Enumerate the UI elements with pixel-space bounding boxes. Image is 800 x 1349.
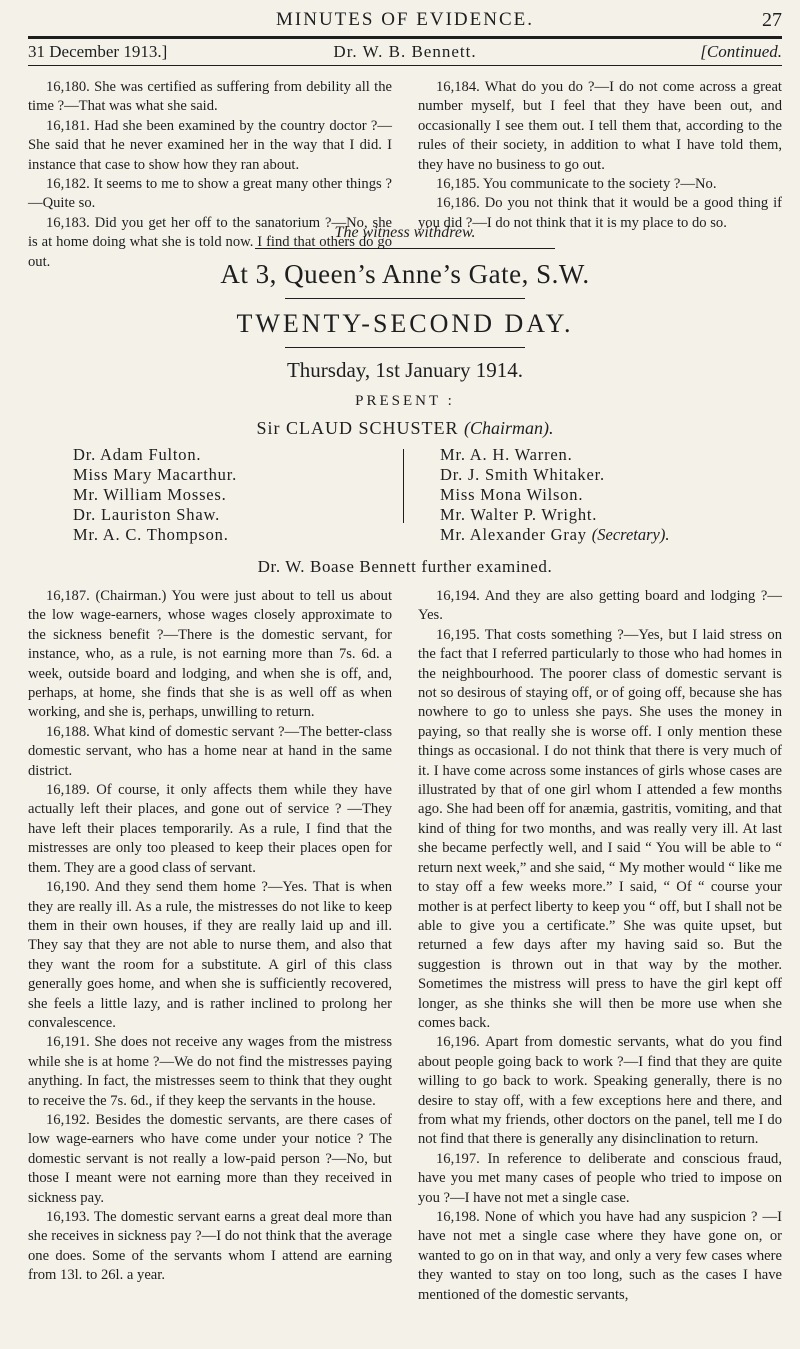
chairman-name: Sir CLAUD SCHUSTER — [256, 418, 459, 438]
member-name: Mr. A. C. Thompson. — [73, 525, 229, 544]
question-paragraph: 16,196. Apart from domestic servants, what do you find about people going back to work ?—I find that they are quite willing to go back to work. Speaking generally, there is no desire to stay off, with a few exceptions here and there, and from what my friends, other doctors on the panel, tell me I do not find that there is generally any disinclination to return. — [418, 1034, 782, 1148]
section-divider — [285, 347, 525, 348]
question-paragraph: 16,195. That costs something ?—Yes, but I laid stress on the fact that I referred particularly to those who had homes in the neighbourhood. The poorer class of domestic servant is not so desirous of staying off, or of going off, because she has nowhere to go to unless she pays. She uses the money in paying, so that really she is worse off. I only mention these things as occasional. I do not think that there is very much of it. I have come across some instances of girls whose cases are illustrated by that of one girl whom I attended a few months ago. She had been off for anæmia, gastritis, vomiting, and that kind of thing for two months, and was really very ill. At last she became perfectly well, and I said “ You will be able to “ return next week,” and she said, “ My mother would “ like me to stay off a few weeks more.” I said, “ Of “ course your mother is at perfect liberty to keep you “ off, but I shall not be able to give you a certificate.” She was quite upset, but returned a few days after my having said so. But the suggestion is thrown out in that way by the mother. Sometimes the mistress will press to have the girl kept off longer, as she thinks she will then be more use when she comes back. — [418, 626, 782, 1031]
header-witness: Dr. W. B. Bennett. — [333, 42, 477, 61]
top-left-column — [28, 78, 392, 270]
top-right-column — [418, 78, 782, 231]
present-label: PRESENT : — [355, 393, 455, 409]
secretary-role: (Secretary). — [591, 525, 670, 544]
running-header — [28, 6, 782, 34]
header-date: 31 December 1913.] — [28, 42, 168, 61]
members-left-column — [73, 445, 373, 545]
question-paragraph: 16,193. The domestic servant earns a great deal more than she receives in sickness pay ?—I do not think that the average one does. Some of the servants whom I attend are earning from 13l. to 26l. a year. — [28, 1209, 392, 1284]
question-paragraph: 16,197. In reference to deliberate and conscious fraud, have you met many cases of people who tried to impose on you ?—I have not met a single case. — [418, 1150, 782, 1206]
question-paragraph: 16,198. None of which you have had any suspicion ? —I have not met a single case where they have gone on, or wanted to go on in that way, and only a very few cases where they wanted to stay on too long, such as the cases I have mentioned of the domestic servants, — [418, 1209, 782, 1303]
page-number: 27 — [762, 9, 782, 31]
chairman-role: (Chairman). — [464, 418, 554, 438]
body-left-column — [28, 587, 392, 1305]
sub-header — [28, 36, 782, 66]
body-columns — [28, 587, 782, 1305]
member-name: Mr. William Mosses. — [73, 485, 227, 504]
question-paragraph: 16,181. Had she been examined by the country doctor ?—She said that he never examined her in the way that I did. I instance that case to show how they ran about. — [28, 117, 392, 173]
question-paragraph: 16,185. You communicate to the society ?—No. — [436, 176, 717, 193]
body-right-column — [418, 587, 782, 1305]
secretary-name: Mr. Alexander Gray — [440, 525, 587, 544]
member-name: Miss Mary Macarthur. — [73, 465, 238, 484]
meeting-date: Thursday, 1st January 1914. — [286, 358, 523, 382]
member-name: Dr. J. Smith Whitaker. — [440, 465, 605, 484]
section-divider — [285, 298, 525, 299]
question-paragraph: 16,191. She does not receive any wages from the mistress while she is at home ?—We do not find the mistresses paying anything. In fact, the mistresses seem to think that they ought to receive the 7s. 6d., if they keep the servants in the house. — [28, 1034, 392, 1109]
question-paragraph: 16,184. What do you do ?—I do not come across a great number myself, but I feel that they have been out, and occasionally I see them out. I tell them that, according to the rules of their society, in addition to what I have told them, they have no business to go out. — [418, 79, 782, 173]
header-continued: [Continued. — [700, 42, 782, 61]
question-paragraph: 16,192. Besides the domestic servants, are there cases of low wage-earners who have come under your notice ? The domestic servant is not really a low-paid person ?—No, but those I meant were not earning more than they received in sickness pay. — [28, 1111, 392, 1206]
members-divider — [403, 449, 404, 523]
running-title: MINUTES OF EVIDENCE. — [276, 9, 534, 30]
day-title: TWENTY-SECOND DAY. — [236, 309, 574, 338]
document-page — [28, 6, 782, 1305]
members-list — [73, 445, 782, 545]
members-right-column — [440, 445, 670, 545]
question-paragraph: 16,186. Do you not think that it would be a good thing if you did ?—I do not think that it is my place to do so. — [418, 195, 782, 231]
member-name: Miss Mona Wilson. — [440, 485, 584, 504]
member-name: Mr. Walter P. Wright. — [440, 505, 598, 524]
secretary-line — [440, 525, 670, 545]
member-name: Dr. Adam Fulton. — [73, 445, 202, 464]
question-paragraph: 16,189. Of course, it only affects them while they have actually left their places, and gone out of service ? —They have left their places temporarily. As a rule, I find that the mistresses are only too pleased to keep their places open for them. They are a good class of servant. — [28, 782, 392, 876]
witness-withdrew: The witness withdrew. — [334, 224, 476, 241]
question-paragraph: 16,182. It seems to me to show a great many other things ?—Quite so. — [28, 176, 392, 212]
meeting-location: At 3, Queen’s Anne’s Gate, S.W. — [220, 259, 590, 289]
examined-line: Dr. W. Boase Bennett further examined. — [257, 557, 553, 576]
question-paragraph: 16,187. (Chairman.) You were just about to tell us about the low wage-earners, whose wages closely approximate to the sickness benefit ?—There is the domestic servant, for instance, who, as a rule, is not earning more than 7s. 6d. a week, outside board and lodging, and when she is off, and, perhaps, at home, she finds that she is as well off as when working, and she is, perhaps, unwilling to return. — [28, 588, 392, 721]
member-name: Mr. A. H. Warren. — [440, 445, 573, 464]
chairman-line — [28, 418, 782, 439]
question-paragraph: 16,194. And they are also getting board and lodging ?—Yes. — [418, 588, 782, 624]
question-paragraph: 16,190. And they send them home ?—Yes. That is when they are really ill. As a rule, the mistresses do not like to keep them in their own houses, if they are really laid up and ill. They say that they are not able to nurse them, and also that they want the room for a substitute. A girl of this class generally goes home, and when she is sufficiently recovered, she feels a little lazy, and is rather inclined to prolong her convalescence. — [28, 879, 392, 1031]
question-paragraph: 16,188. What kind of domestic servant ?—The better-class domestic servant, who has a home near at hand in the same district. — [28, 723, 392, 779]
question-paragraph: 16,180. She was certified as suffering from debility all the time ?—That was what she said. — [28, 79, 392, 115]
question-paragraph: 16,183. Did you get her off to the sanatorium ?—No, she is at home doing what she is told now. I find that others do go out. — [28, 214, 392, 270]
member-name: Dr. Lauriston Shaw. — [73, 505, 221, 524]
